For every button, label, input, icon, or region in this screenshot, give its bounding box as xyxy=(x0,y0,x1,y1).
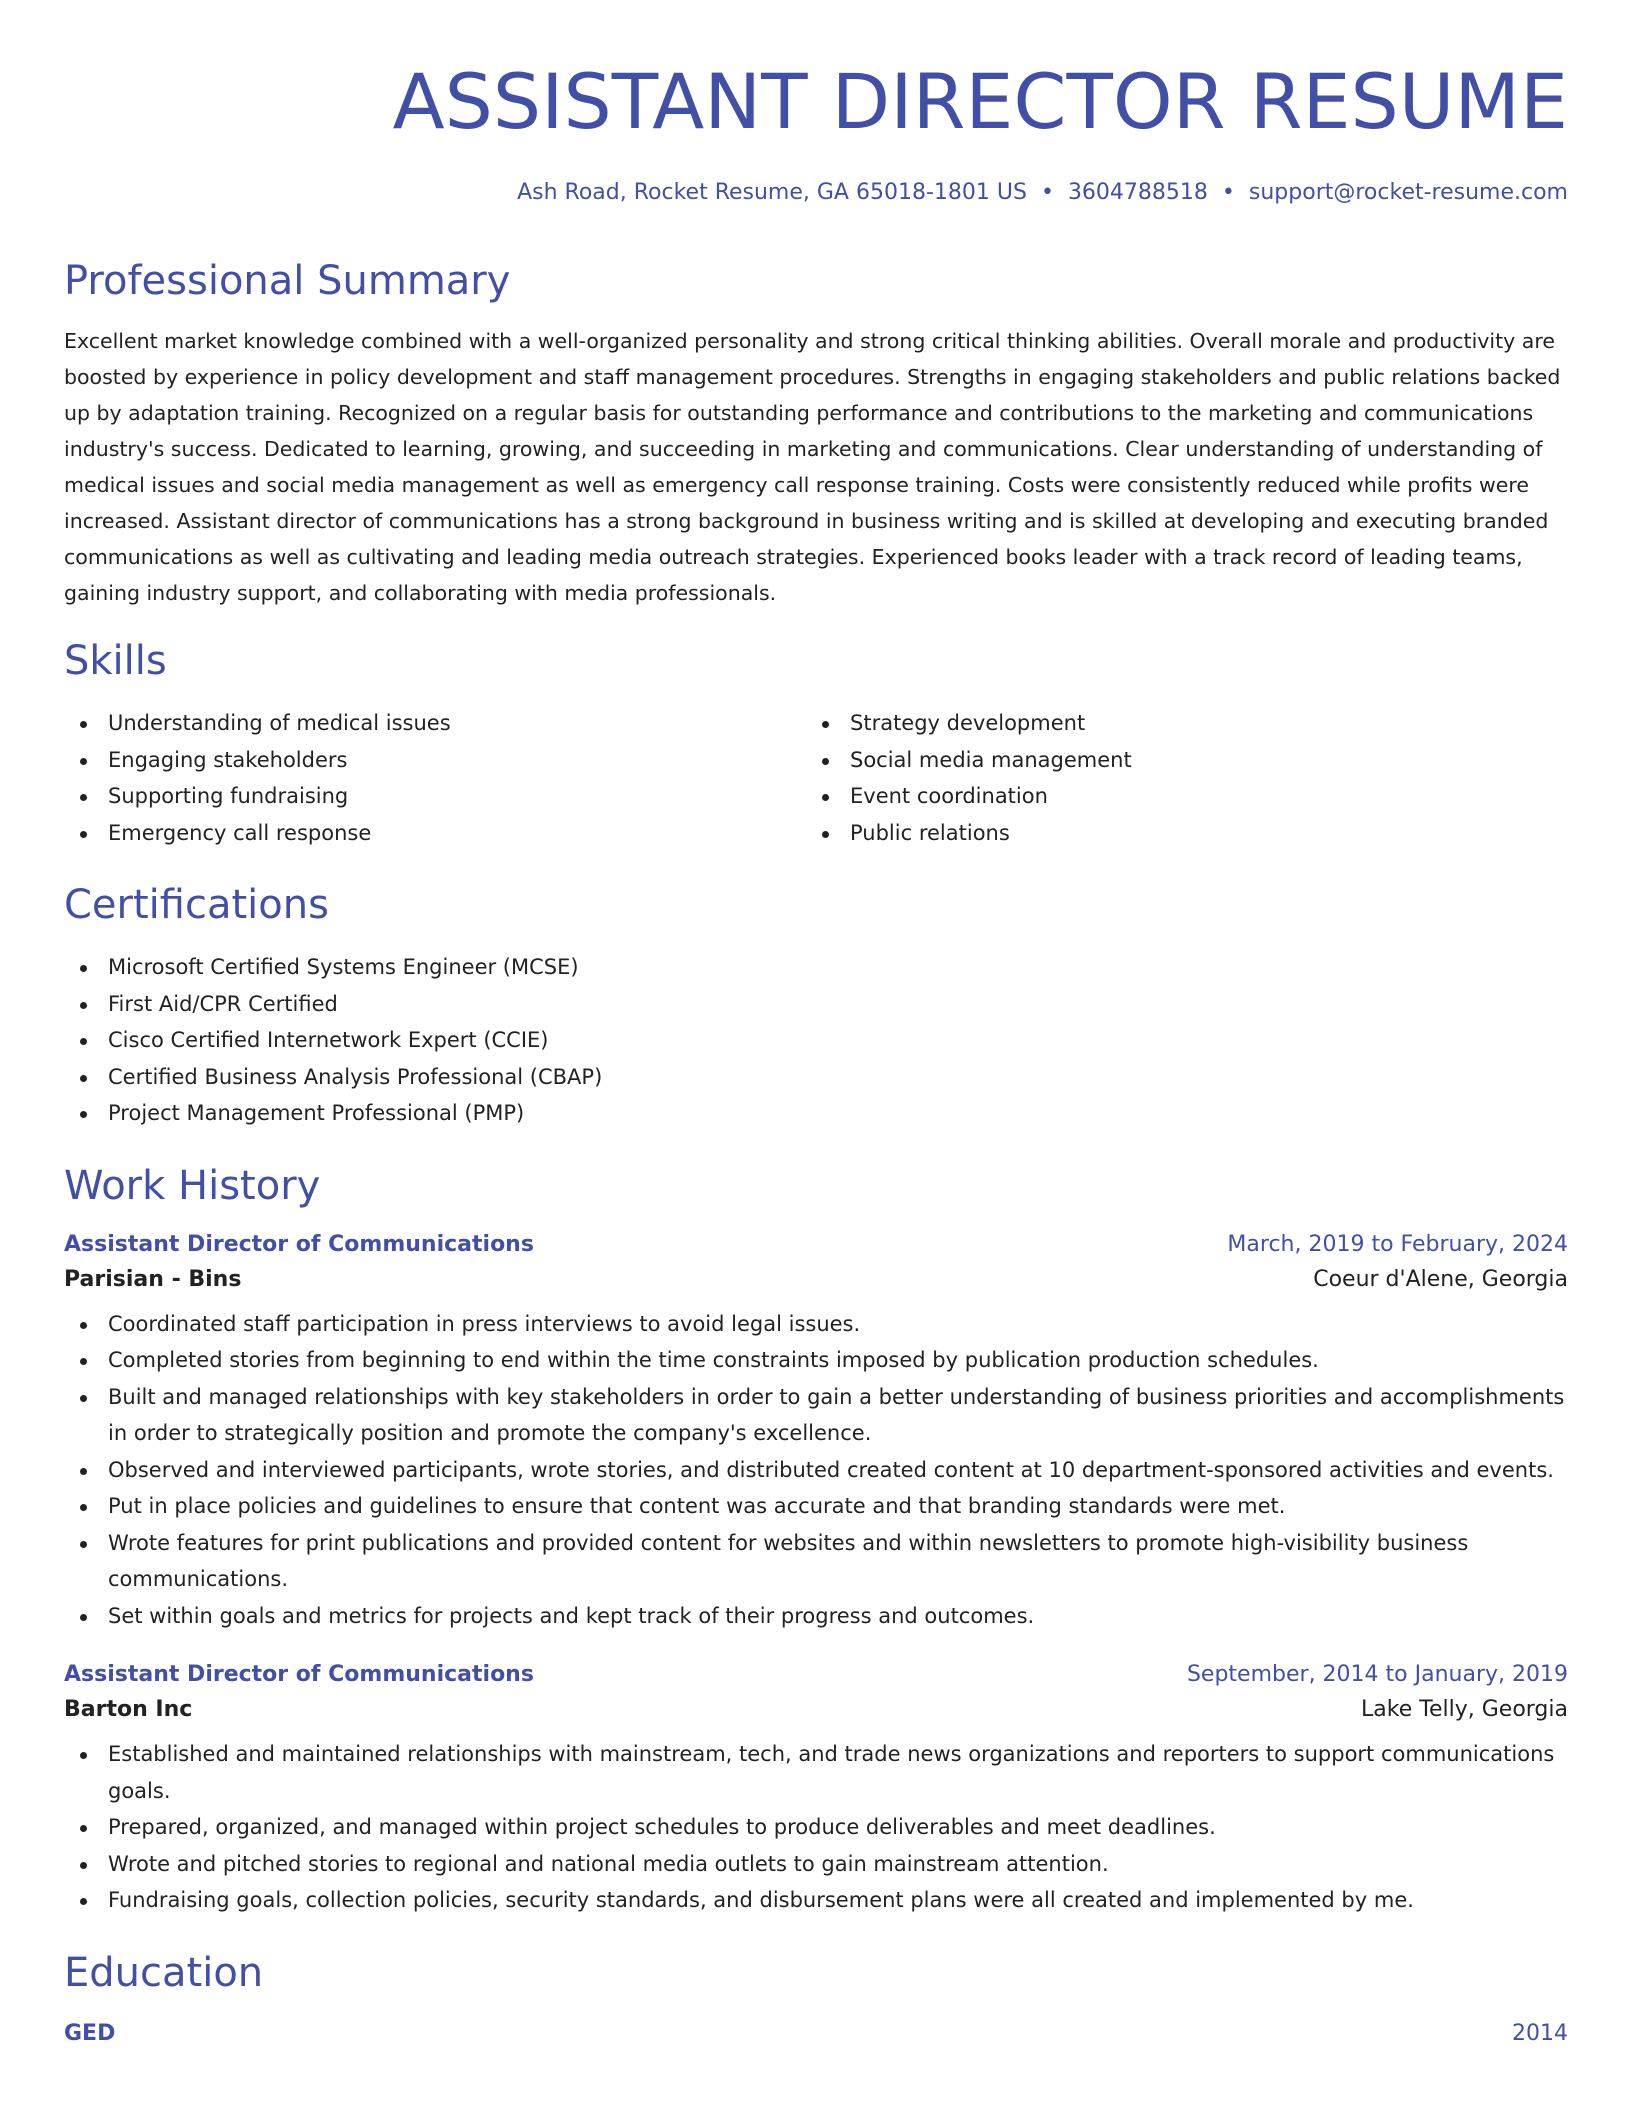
job-bullet: Completed stories from beginning to end within the time constraints imposed by publication production schedules. xyxy=(64,1342,1568,1379)
job-header-row xyxy=(64,1232,1568,1257)
certification-item: Project Management Professional (PMP) xyxy=(64,1095,1568,1132)
job-bullet: Coordinated staff participation in press interviews to avoid legal issues. xyxy=(64,1306,1568,1343)
certification-item: Microsoft Certified Systems Engineer (MCSE) xyxy=(64,949,1568,986)
education-row xyxy=(64,2021,1568,2046)
job-bullet: Built and managed relationships with key stakeholders in order to gain a better understanding of business priorities and accomplishments in order to strategically position and promote the company's excellence. xyxy=(64,1379,1568,1452)
job-bullet: Established and maintained relationships with mainstream, tech, and trade news organizations and reporters to support communications goals. xyxy=(64,1736,1568,1809)
resume-title: ASSISTANT DIRECTOR RESUME xyxy=(392,57,1568,146)
job-title: Assistant Director of Communications xyxy=(64,1231,534,1257)
job-company-row xyxy=(64,1687,1568,1722)
skills-list-right xyxy=(806,705,1568,851)
summary-text: Excellent market knowledge combined with a well-organized personality and strong critical thinking abilities. Overall morale and productivity are boosted by experience in policy development and staff management procedures. Strengths in engaging stakeholders and public relations backed up by adaptation training. Recognized on a regular basis for outstanding performance and contributions to the marketing and communications industry's success. Dedicated to learning, growing, and succeeding in marketing and communications. Clear understanding of understanding of medical issues and social media management as well as emergency call response training. Costs were consistently reduced while profits were increased. Assistant director of communications has a strong background in business writing and is skilled at developing and executing branded communications as well as cultivating and leading media outreach strategies. Experienced books leader with a track record of leading teams, gaining industry support, and collaborating with media professionals. xyxy=(64,329,1561,605)
contact-phone: 3604788518 xyxy=(1067,180,1208,205)
skills-list-left xyxy=(64,705,806,851)
contact-separator: • xyxy=(1040,180,1054,205)
certification-item: First Aid/CPR Certified xyxy=(64,986,1568,1023)
skills-grid xyxy=(64,705,1568,851)
work-history-heading: Work History xyxy=(64,1162,321,1209)
certifications-list xyxy=(64,949,1568,1132)
job-company: Barton Inc xyxy=(64,1697,193,1722)
skill-item: Event coordination xyxy=(806,778,1568,815)
skills-heading: Skills xyxy=(64,638,167,684)
education-heading: Education xyxy=(64,1949,264,1996)
job-bullet: Wrote features for print publications and provided content for websites and within newsletters to promote high-visibility business communications. xyxy=(64,1525,1568,1598)
skill-item: Strategy development xyxy=(806,705,1568,742)
skill-item: Emergency call response xyxy=(64,815,806,852)
certification-item: Cisco Certified Internetwork Expert (CCIE) xyxy=(64,1022,1568,1059)
certification-item: Certified Business Analysis Professional (CBAP) xyxy=(64,1059,1568,1096)
job-bullet: Wrote and pitched stories to regional and national media outlets to gain mainstream attention. xyxy=(64,1846,1568,1883)
job-bullets xyxy=(64,1306,1568,1635)
job-bullet: Fundraising goals, collection policies, security standards, and disbursement plans were all created and implemented by me. xyxy=(64,1882,1568,1919)
skill-item: Supporting fundraising xyxy=(64,778,806,815)
job-bullets xyxy=(64,1736,1568,1919)
job-location: Coeur d'Alene, Georgia xyxy=(1313,1266,1568,1292)
skill-item: Social media management xyxy=(806,742,1568,779)
job-location: Lake Telly, Georgia xyxy=(1361,1697,1568,1722)
certifications-heading: Certifications xyxy=(64,882,329,928)
contact-separator: • xyxy=(1221,180,1235,205)
skill-item: Engaging stakeholders xyxy=(64,742,806,779)
summary-heading: Professional Summary xyxy=(64,258,511,304)
job-header-row xyxy=(64,1662,1568,1687)
contact-address: Ash Road, Rocket Resume, GA 65018-1801 US xyxy=(517,180,1027,205)
skill-item: Understanding of medical issues xyxy=(64,705,806,742)
education-year: 2014 xyxy=(1512,2020,1568,2046)
education-degree: GED xyxy=(64,2020,116,2046)
job-entry xyxy=(64,1662,1568,1919)
job-dates: September, 2014 to January, 2019 xyxy=(1186,1662,1568,1687)
job-company: Parisian - Bins xyxy=(64,1266,242,1292)
job-bullet: Put in place policies and guidelines to ensure that content was accurate and that branding standards were met. xyxy=(64,1488,1568,1525)
job-dates: March, 2019 to February, 2024 xyxy=(1227,1231,1568,1257)
job-entry xyxy=(64,1232,1568,1635)
job-title: Assistant Director of Communications xyxy=(64,1662,534,1687)
contact-email: support@rocket-resume.com xyxy=(1248,180,1568,205)
job-company-row xyxy=(64,1257,1568,1292)
skill-item: Public relations xyxy=(806,815,1568,852)
job-bullet: Observed and interviewed participants, wrote stories, and distributed created content at 10 department-sponsored activities and events. xyxy=(64,1452,1568,1489)
job-bullet: Prepared, organized, and managed within project schedules to produce deliverables and meet deadlines. xyxy=(64,1809,1568,1846)
job-bullet: Set within goals and metrics for projects and kept track of their progress and outcomes. xyxy=(64,1598,1568,1635)
contact-line xyxy=(64,180,1568,205)
